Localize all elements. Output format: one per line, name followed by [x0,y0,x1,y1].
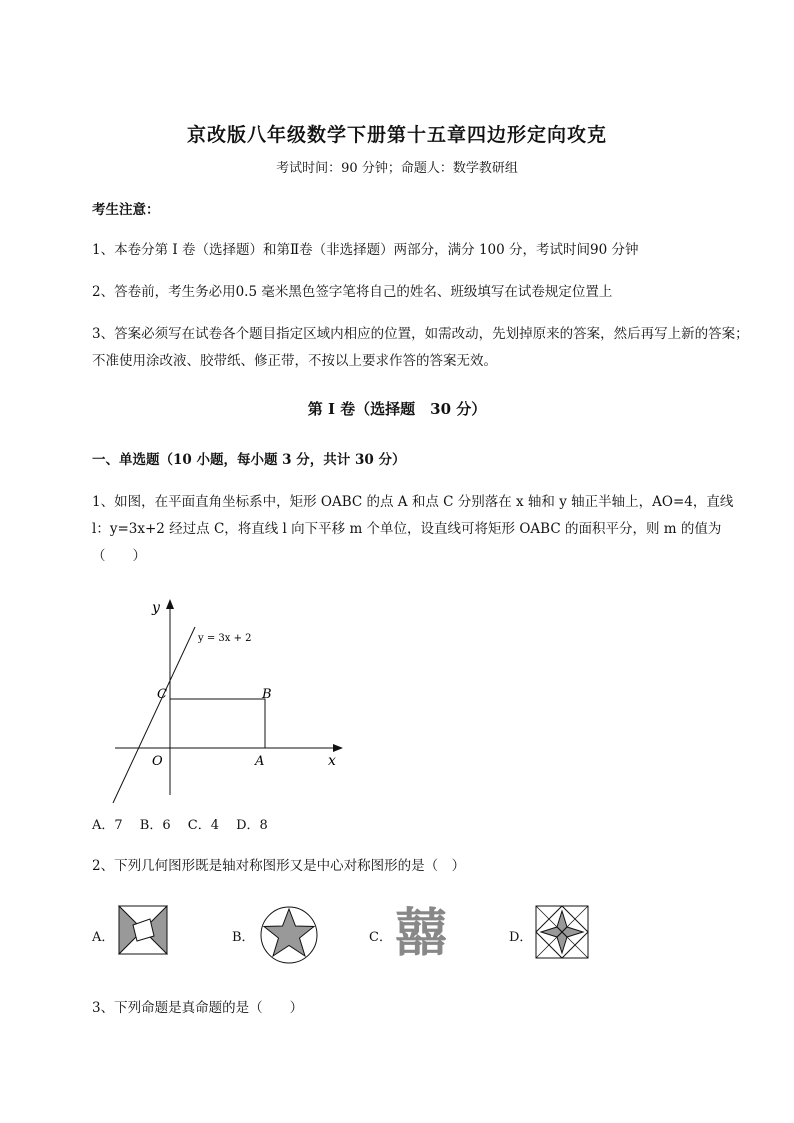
q2-option-b-figure [259,905,319,965]
notice-item-2: 2、答卷前，考生务必用0.5 毫米黑色签字笔将自己的姓名、班级填写在试卷规定位置上 [92,284,613,300]
point-c-label: C [157,687,167,702]
q2-option-a-figure [118,905,168,955]
notice-item-1: 1、本卷分第 I 卷（选择题）和第Ⅱ卷（非选择题）两部分，满分 100 分，考试时间90 分钟 [92,242,639,258]
rectangle-oabc [170,699,265,748]
notice-heading: 考生注意： [92,202,160,218]
y-axis-arrow [166,599,174,609]
square-pinwheel-icon [118,905,168,955]
notice-item-3: 3、答案必须写在试卷各个题目指定区域内相应的位置，如需改动，先划掉原来的答案，然后再写上新的答案；不准使用涂改液、胶带纸、修正带，不按以上要求作答的答案无效。 [92,326,749,369]
q2-option-c-label: C． [369,930,392,945]
x-label: x [328,753,336,769]
x-axis-arrow [333,744,343,752]
question-3-text: 3、下列命题是真命题的是（ ） [92,1000,304,1016]
q2-option-b-label: B． [232,930,255,945]
coordinate-plane [105,595,365,810]
part-heading: 一、单选题（10 小题，每小题 3 分，共计 30 分） [92,452,406,468]
section-title: 第 I 卷（选择题 30 分） [307,400,487,418]
point-b-label: B [262,687,272,702]
square-flower-pattern-icon [535,905,589,959]
point-o-label: O [152,754,163,769]
page-title: 京改版八年级数学下册第十五章四边形定向攻克 [186,124,607,146]
y-label: y [152,600,160,616]
line-label: y = 3x + 2 [198,633,252,644]
question-2-text: 2、下列几何图形既是轴对称图形又是中心对称图形的是（ ） [92,858,466,874]
q2-option-a-label: A． [92,930,115,945]
page-subtitle: 考试时间：90 分钟；命题人：数学教研组 [276,161,518,176]
q2-option-d-label: D． [509,930,533,945]
line-l [113,627,195,803]
point-a-label: A [255,754,265,769]
star-in-circle-icon [259,905,319,965]
double-happiness-icon: 囍 [395,904,448,964]
question-1-text: 1、如图，在平面直角坐标系中，矩形 OABC 的点 A 和点 C 分别落在 x 轴和 y 轴正半轴上，AO=4，直线 l：y=3x+2 经过点 C，将直线 l 向下平移 m 个单位，设直线可将矩形 OABC 的面积平分，则 m 的值为（ ） [92,494,734,564]
q2-option-d-figure [535,905,589,959]
question-1-graph [105,595,365,814]
question-1-options: A．7 B．6 C．4 D．8 [92,818,268,833]
